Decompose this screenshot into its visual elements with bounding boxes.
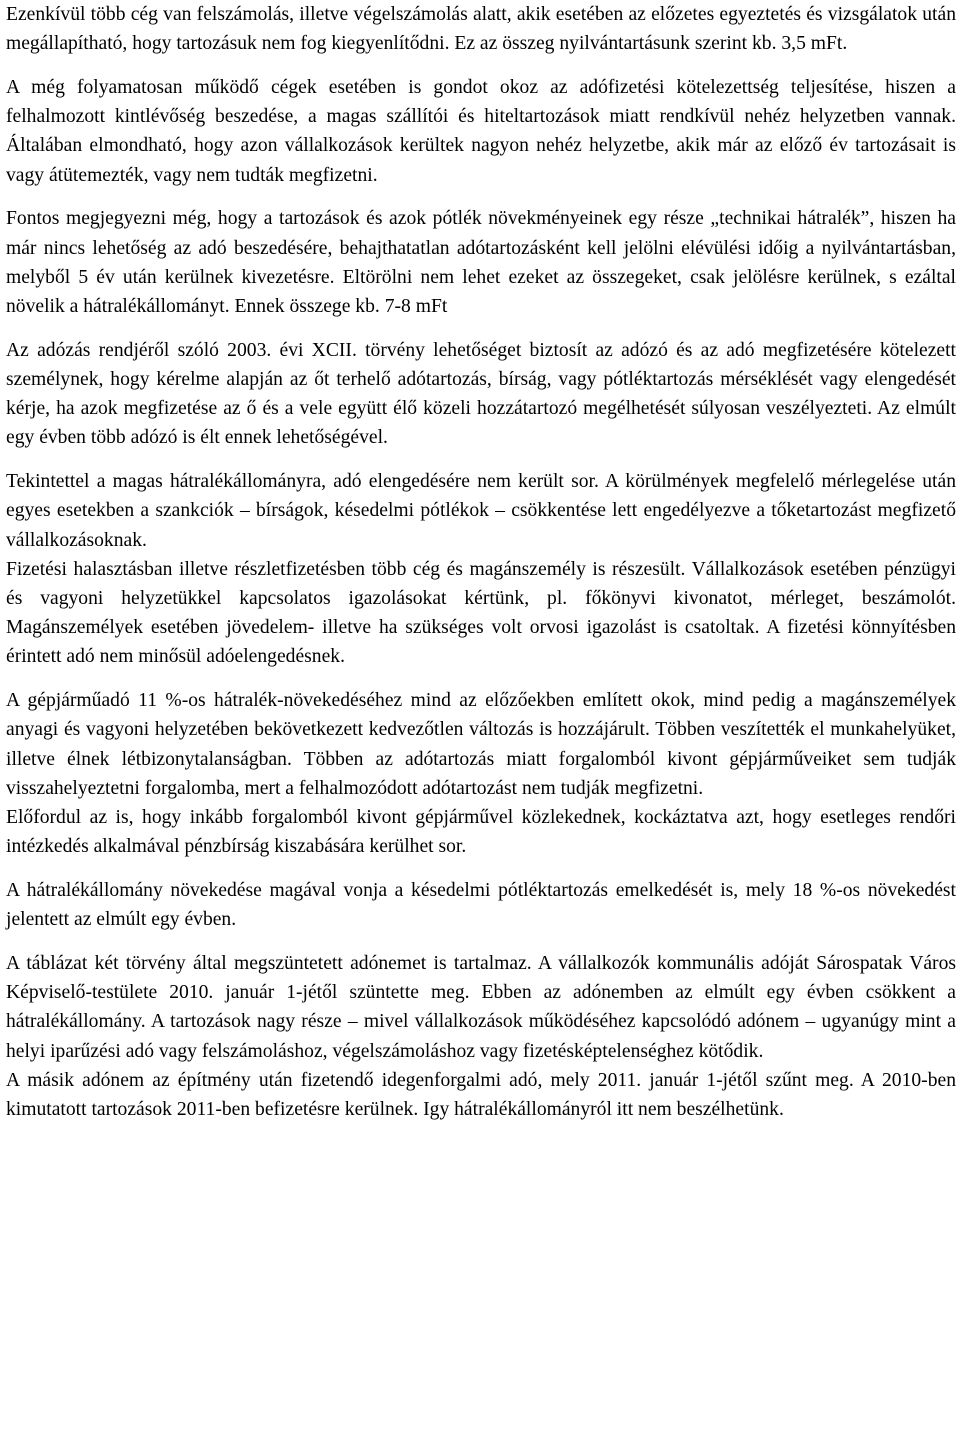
paragraph-late-fees: A hátralékállomány növekedése magával vonja a késedelmi pótléktartozás emelkedését is, mely 18 %-os növekedést jelentett az elmúlt egy évben. [6, 880, 956, 931]
paragraph-technical-arrears: Fontos megjegyezni még, hogy a tartozások és azok pótlék növekményeinek egy része „technikai hátralék”, hiszen ha már nincs lehetőség az adó beszedésére, behajthatatlan adótartozásként kell jelölni elévülési időig a nyilvántartásban, melyből 5 év után kerülnek kivezetésre. Eltörölni nem lehet ezeket az összegeket, csak jelölésre kerülnek, s ezáltal növelik a hátralékállományt. Ennek összege kb. 7-8 mFt [6, 208, 956, 318]
paragraph-vehicle-tax: A gépjárműadó 11 %-os hátralék-növekedéséhez mind az előzőekben említett okok, mind pedig a magánszemélyek anyagi és vagyoni helyzetében bekövetkezett kedvezőtlen változás is hozzájárult. Többen veszítették el munkahelyüket, illetve élnek létbizonytalanságban. Többen az adótartozás miatt forgalomból kivont gépjárműveiket sem tudják visszahelyeztetni forgalomba, mert a felhalmozódott adótartozást nem tudják megfizetni. [6, 690, 956, 799]
paragraph-payment-deferral: Fizetési halasztásban illetve részletfizetésben több cég és magánszemély is részesült. Vállalkozások esetében pénzügyi és vagyoni helyzetükkel kapcsolatos igazolásokat kértünk, pl. főkönyvi kivonatot, mérleget, beszámolót. Magánszemélyek esetében jövedelem- illetve ha szükséges volt orvosi igazolást is csatoltak. A fizetési könnyítésben érintett adó nem minősül adóelengedésnek. [6, 558, 956, 668]
paragraph-unregistered-vehicles: Előfordul az is, hogy inkább forgalomból kivont gépjárművel közlekednek, kockáztatva azt, hogy esetleges rendőri intézkedés alkalmával pénzbírság kiszabására kerülhet sor. [6, 807, 956, 858]
paragraph-tourist-tax: A másik adónem az építmény után fizetendő idegenforgalmi adó, mely 2011. január 1-jétől szűnt meg. A 2010-ben kimutatott tartozások 2011-ben befizetésre kerülnek. Igy hátralékállományról itt nem beszélhetünk. [6, 1069, 956, 1121]
paragraph-tax-law: Az adózás rendjéről szóló 2003. évi XCII. törvény lehetőséget biztosít az adózó és az adó megfizetésére kötelezett személynek, hogy kérelme alapján az őt terhelő adótartozás, bírság, vagy pótléktartozás mérséklését vagy elengedését kérje, ha azok megfizetése az ő és a vele együtt élő közeli hozzátartozó megélhetését súlyosan veszélyezteti. Az elmúlt egy évben több adózó is élt ennek lehetőségével. [6, 339, 956, 449]
paragraph-operating-companies: A még folyamatosan működő cégek esetében is gondot okoz az adófizetési kötelezettség teljesítése, hiszen a felhalmozott kintlévőség beszedése, a magas szállítói és hiteltartozások miatt rendkívül nehéz helyzetben vannak. Általában elmondható, hogy azon vállalkozások kerültek nagyon nehéz helyzetbe, akik már az előző év tartozásait is vagy átütemezték, vagy nem tudták megfizetni. [6, 77, 956, 186]
document-page [6, 0, 956, 1124]
paragraph-no-remission: Tekintettel a magas hátralékállományra, adó elengedésére nem került sor. A körülmények megfelelő mérlegelése után egyes esetekben a szankciók – bírságok, késedelmi pótlékok – csökkentése lett engedélyezve a tőketartozást megfizető vállalkozásoknak. [6, 471, 956, 551]
paragraph-liquidation: Ezenkívül több cég van felszámolás, illetve végelszámolás alatt, akik esetében az előzetes egyeztetés és vizsgálatok után megállapítható, hogy tartozásuk nem fog kiegyenlítődni. Ez az összeg nyilvántartásunk szerint kb. 3,5 mFt. [6, 4, 956, 55]
paragraph-abolished-taxes: A táblázat két törvény által megszüntetett adónemet is tartalmaz. A vállalkozók kommunális adóját Sárospatak Város Képviselő-testülete 2010. január 1-jétől szüntette meg. Ebben az adónemben az elmúlt egy évben csökkent a hátralékállomány. A tartozások nagy része – mivel vállalkozások működéséhez kapcsolódó adónem – ugyanúgy mint a helyi iparűzési adó vagy felszámoláshoz, végelszámoláshoz vagy fizetésképtelenséghez kötődik. [6, 953, 956, 1062]
